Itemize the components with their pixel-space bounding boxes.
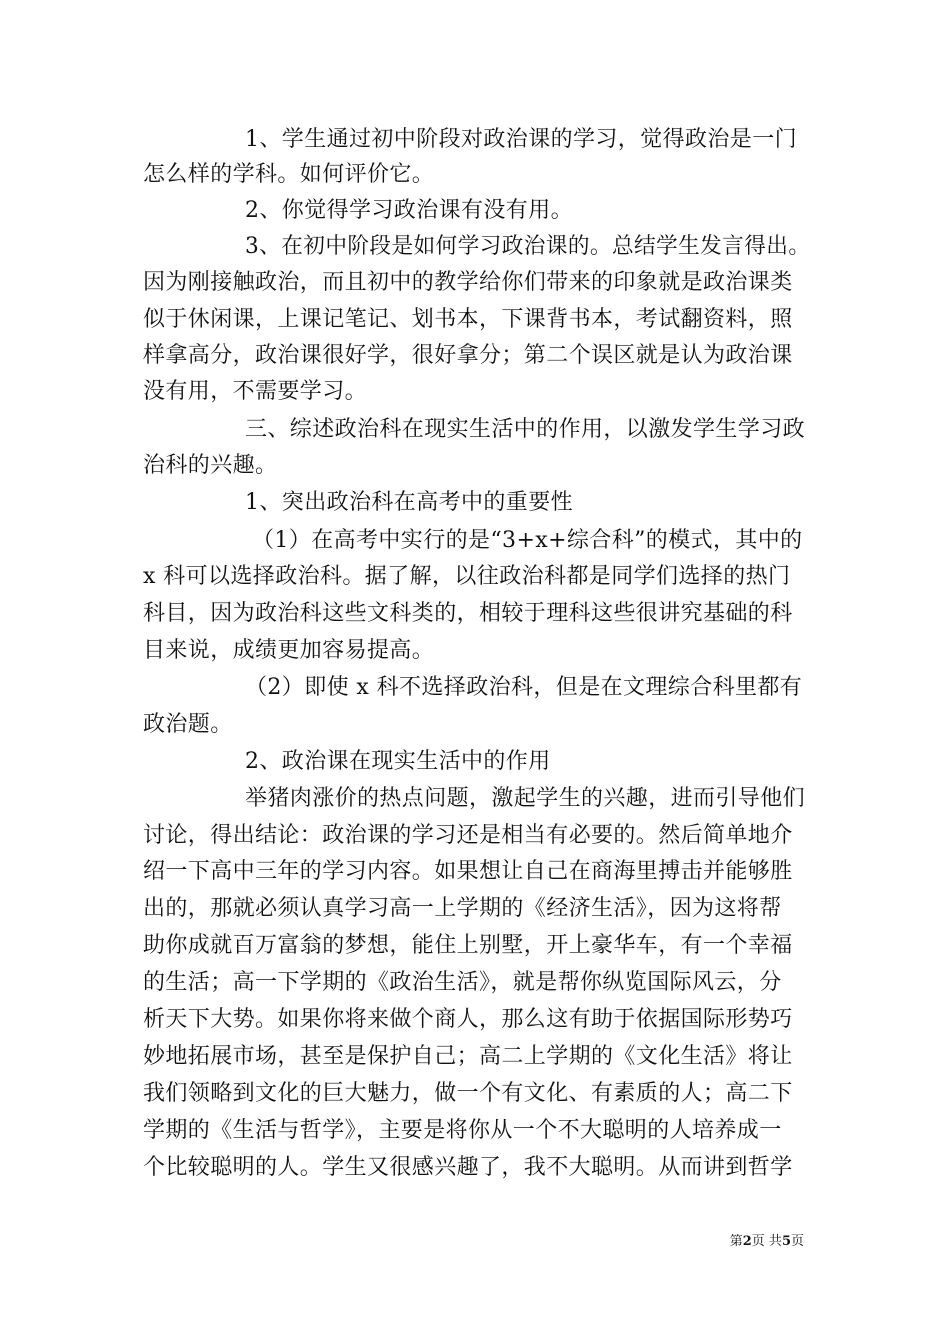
text-line: 政治题。 xyxy=(143,712,233,737)
footer-prefix: 第 xyxy=(729,1234,743,1249)
text-line: 3、在初中阶段是如何学习政治课的。总结学生发言得出。 xyxy=(245,234,811,259)
text-line: 三、综述政治科在现实生活中的作用，以激发学生学习政 xyxy=(245,417,806,442)
text-line: 的生活；高一下学期的《政治生活》，就是帮你纵览国际风云，分 xyxy=(143,970,782,995)
text-line: 似于休闲课，上课记笔记、划书本，下课背书本，考试翻资料，照 xyxy=(143,307,793,332)
text-line: 绍一下高中三年的学习内容。如果想让自己在商海里搏击并能够胜 xyxy=(143,859,793,884)
text-line: x 科可以选择政治科。据了解，以往政治科都是同学们选择的热门 xyxy=(143,564,791,589)
current-page-number: 2 xyxy=(742,1234,752,1249)
text-line: 没有用，不需要学习。 xyxy=(143,379,368,404)
text-line: 2、你觉得学习政治课有没有用。 xyxy=(245,198,573,223)
footer-suffix: 页 xyxy=(790,1234,804,1249)
text-line: 科目，因为政治科这些文科类的，相较于理科这些很讲究基础的科 xyxy=(143,601,793,626)
text-line: 怎么样的学科。如何评价它。 xyxy=(143,162,435,187)
text-line: 举猪肉涨价的热点问题，激起学生的兴趣，进而引导他们 xyxy=(245,786,806,811)
text-line: 1、突出政治科在高考中的重要性 xyxy=(245,490,573,515)
text-line: 因为刚接触政治，而且初中的教学给你们带来的印象就是政治课类 xyxy=(143,270,793,295)
text-line: 我们领略到文化的巨大魅力，做一个有文化、有素质的人；高二下 xyxy=(143,1081,793,1106)
page-footer xyxy=(730,1234,804,1250)
text-line: 目来说，成绩更加容易提高。 xyxy=(143,638,435,663)
text-line: 学期的《生活与哲学》，主要是将你从一个不大聪明的人培养成一 xyxy=(143,1118,782,1143)
text-line: 治科的兴趣。 xyxy=(143,453,278,478)
text-line: （2）即使 x 科不选择政治科，但是在文理综合科里都有 xyxy=(245,675,803,700)
text-line: 妙地拓展市场，甚至是保护自己；高二上学期的《文化生活》将让 xyxy=(143,1044,793,1069)
text-line: 讨论，得出结论：政治课的学习还是相当有必要的。然后简单地介 xyxy=(143,823,793,848)
text-line: 出的，那就必须认真学习高一上学期的《经济生活》，因为这将帮 xyxy=(143,896,782,921)
text-line: （1）在高考中实行的是“3+x+综合科”的模式，其中的 xyxy=(252,528,803,553)
text-line: 1、学生通过初中阶段对政治课的学习，觉得政治是一门 xyxy=(245,127,797,152)
text-line: 个比较聪明的人。学生又很感兴趣了，我不大聪明。从而讲到哲学 xyxy=(143,1155,793,1180)
text-line: 样拿高分，政治课很好学，很好拿分；第二个误区就是认为政治课 xyxy=(143,343,793,368)
total-page-number: 5 xyxy=(781,1234,791,1249)
text-line: 析天下大势。如果你将来做个商人，那么这有助于依据国际形势巧 xyxy=(143,1007,793,1032)
footer-middle: 页 共 xyxy=(751,1234,782,1249)
text-line: 助你成就百万富翁的梦想，能住上别墅，开上豪华车，有一个幸福 xyxy=(143,933,793,958)
text-line: 2、政治课在现实生活中的作用 xyxy=(245,749,551,774)
